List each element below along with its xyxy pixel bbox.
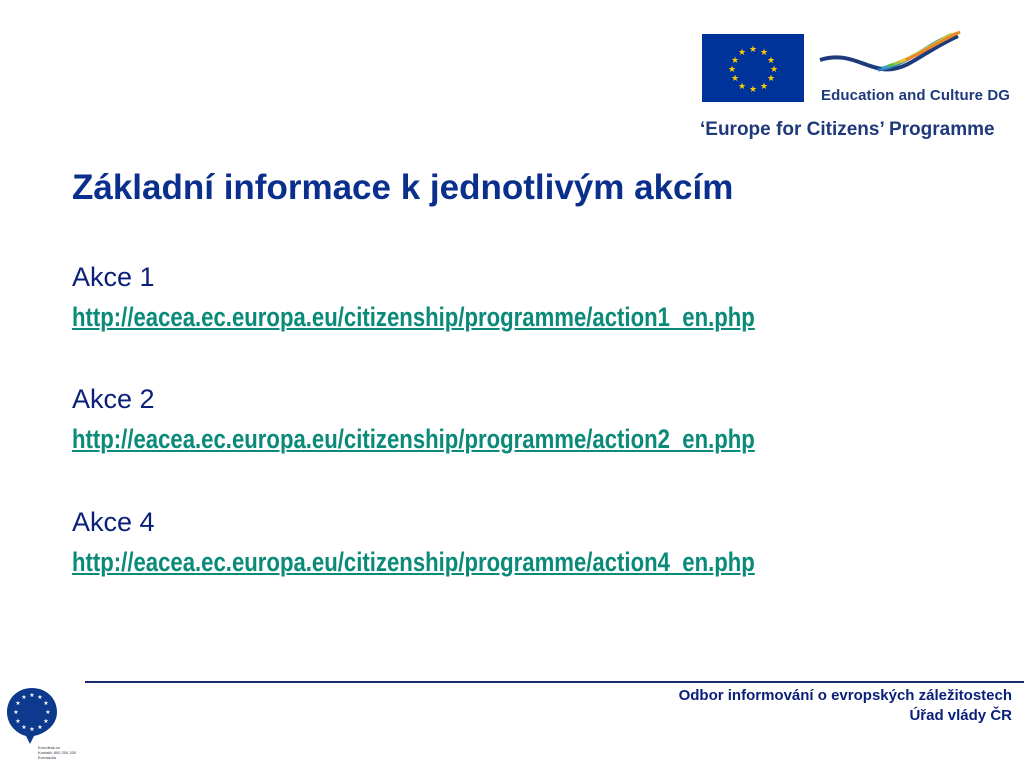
svg-text:★: ★: [759, 82, 769, 92]
svg-text:★: ★: [29, 692, 35, 699]
footer-logo-text: [38, 745, 76, 760]
svg-text:★: ★: [45, 709, 51, 716]
svg-text:★: ★: [15, 700, 21, 707]
svg-text:★: ★: [43, 718, 49, 725]
eu-flag-icon: [702, 34, 804, 102]
footer-office: Úřad vlády ČR: [909, 707, 1012, 724]
svg-text:★: ★: [759, 48, 769, 58]
svg-text:★: ★: [37, 694, 43, 701]
logo-block: [700, 30, 1011, 145]
svg-text:★: ★: [13, 709, 19, 716]
svg-text:★: ★: [29, 726, 35, 733]
action-4-link[interactable]: http://eacea.ec.europa.eu/citizenship/programme/action4_en.php: [72, 547, 755, 577]
svg-text:★: ★: [727, 65, 737, 75]
footer-logo-text-line: Kontakt: 800 200 200: [38, 750, 77, 755]
svg-text:★: ★: [43, 700, 49, 707]
svg-text:★: ★: [37, 724, 43, 731]
svg-text:★: ★: [730, 56, 740, 66]
footer-department: Odbor informování o evropských záležitostech: [678, 687, 1012, 704]
action-1-label: Akce 1: [72, 262, 155, 292]
footer-logo-text-line: Euroskola: [38, 755, 56, 760]
svg-text:★: ★: [748, 45, 758, 55]
action-2-label: Akce 2: [72, 384, 155, 414]
action-1-link[interactable]: http://eacea.ec.europa.eu/citizenship/programme/action1_en.php: [72, 302, 755, 332]
programme-label: ‘Europe for Citizens’ Programme: [700, 119, 995, 140]
footer-divider: [85, 681, 1024, 683]
svg-text:★: ★: [769, 65, 779, 75]
education-culture-swoosh-icon: [818, 30, 963, 86]
footer-text: [679, 686, 1012, 726]
svg-text:★: ★: [737, 48, 747, 58]
action-2-link[interactable]: http://eacea.ec.europa.eu/citizenship/programme/action2_en.php: [72, 424, 755, 454]
svg-text:★: ★: [737, 82, 747, 92]
svg-text:★: ★: [21, 694, 27, 701]
svg-text:★: ★: [21, 724, 27, 731]
svg-text:★: ★: [730, 74, 740, 84]
dg-label: Education and Culture DG: [821, 87, 1011, 104]
svg-text:★: ★: [766, 56, 776, 66]
svg-text:★: ★: [766, 74, 776, 84]
svg-text:★: ★: [748, 85, 758, 95]
svg-text:★: ★: [15, 718, 21, 725]
page-title: Základní informace k jednotlivým akcím: [72, 168, 734, 207]
footer-logo-text-line: Eurodesk.cz: [38, 745, 61, 750]
action-4-label: Akce 4: [72, 507, 155, 537]
